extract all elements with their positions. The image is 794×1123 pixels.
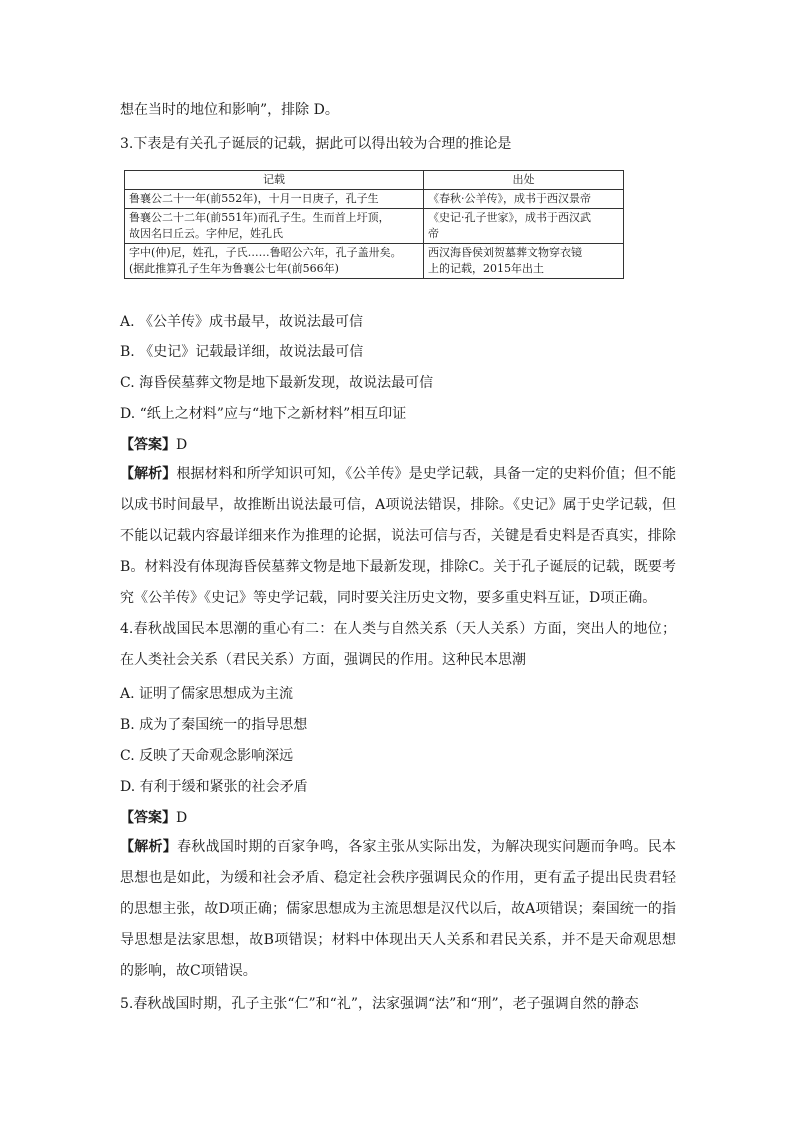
table-header-record: 记载: [125, 171, 424, 190]
cell-text: 上的记载，2015年出土: [428, 262, 544, 275]
table-cell-source: [424, 244, 624, 279]
cell-text: 鲁襄公二十二年(前551年)而孔子生。生而首上圩顶，: [129, 211, 390, 224]
question-4-stem: 4.春秋战国民本思潮的重心有二：在人类与自然关系（天人关系）方面，突出人的地位；在人类社会关系（君民关系）方面，强调民的作用。这种民本思潮: [120, 621, 676, 668]
q4-answer: [120, 809, 187, 827]
cell-text: 故因名曰丘云。字仲尼，姓孔氏: [129, 227, 283, 240]
cell-text: 帝: [428, 227, 439, 240]
q4-option-d: D. 有利于缓和紧张的社会矛盾: [120, 779, 308, 795]
table-cell-source: [424, 209, 624, 244]
table-cell-record: [125, 190, 424, 209]
q4-option-a: A. 证明了儒家思想成为主流: [120, 686, 294, 702]
analysis-label: 【解析】: [120, 466, 177, 482]
q3-answer: [120, 436, 187, 454]
answer-value: D: [176, 810, 188, 826]
q3-option-a: A. 《公羊传》成书最早，故说法最可信: [120, 314, 364, 330]
q3-option-c: C. 海昏侯墓葬文物是地下最新发现，故说法最可信: [120, 375, 434, 391]
q4-option-b: B. 成为了秦国统一的指导思想: [120, 717, 308, 733]
cell-text: 鲁襄公二十一年(前552年)，十月一日庚子，孔子生: [129, 192, 379, 205]
q3-option-d: D. “纸上之材料”应与“地下之新材料”相互印证: [120, 406, 407, 422]
table-cell-source: [424, 190, 624, 209]
source-table: [124, 170, 624, 279]
cell-text: 《史记·孔子世家》，成书于西汉武: [428, 211, 591, 224]
answer-label: 【答案】: [120, 437, 176, 453]
analysis-text: 根据材料和所学知识可知，《公羊传》是史学记载，具备一定的史料价值；但不能以成书时间最早，故推断出说法最可信，A项说法错误，排除。《史记》属于史学记载，但不能以记载内容最详细来作为推理的论据，说法可信与否，关键是看史料是否真实，排除B。材料没有体现海昏侯墓葬文物是地下最新发现，排除C。关于孔子诞辰的记载，既要考究《公羊传》《史记》等史学记载，同时要关注历史文物，要多重史料互证，D项正确。: [120, 466, 677, 606]
question-5-stem: 5.春秋战国时期，孔子主张“仁”和“礼”，法家强调“法”和“刑”，老子强调自然的静态: [120, 996, 639, 1012]
table-row: [125, 209, 624, 244]
cell-text: 字中(仲)尼，姓孔，子氏……鲁昭公六年，孔子盖卅矣。: [129, 246, 402, 259]
answer-label: 【答案】: [120, 810, 176, 826]
table-header-source: 出处: [424, 171, 624, 190]
table-cell-record: [125, 209, 424, 244]
answer-value: D: [176, 437, 188, 453]
q3-option-b: B. 《史记》记载最详细，故说法最可信: [120, 344, 364, 360]
analysis-text: 春秋战国时期的百家争鸣，各家主张从实际出发，为解决现实问题而争鸣。民本思想也是如此，为缓和社会矛盾、稳定社会秩序强调民众的作用，更有孟子提出民贵君轻的思想主张，故D项正确；儒家思想成为主流思想是汉代以后，故A项错误；秦国统一的指导思想是法家思想，故B项错误；材料中体现出天人关系和君民关系，并不是天命观思想的影响，故C项错误。: [120, 839, 677, 979]
table-row: [125, 190, 624, 209]
cell-text: (据此推算孔子生年为鲁襄公七年(前566年): [129, 262, 339, 275]
q4-option-c: C. 反映了天命观念影响深远: [120, 748, 294, 764]
analysis-label: 【解析】: [120, 839, 178, 855]
continued-line: 想在当时的地位和影响”，排除 D。: [120, 102, 339, 118]
q4-analysis: [120, 832, 676, 987]
cell-text: 《春秋·公羊传》，成书于西汉景帝: [428, 192, 591, 205]
table-cell-record: [125, 244, 424, 279]
table-header-row: [125, 171, 624, 190]
question-3-stem: 3.下表是有关孔子诞辰的记载，据此可以得出较为合理的推论是: [120, 136, 512, 152]
table-row: [125, 244, 624, 279]
q3-analysis: [120, 459, 676, 614]
cell-text: 西汉海昏侯刘贺墓葬文物穿衣镜: [428, 246, 582, 259]
